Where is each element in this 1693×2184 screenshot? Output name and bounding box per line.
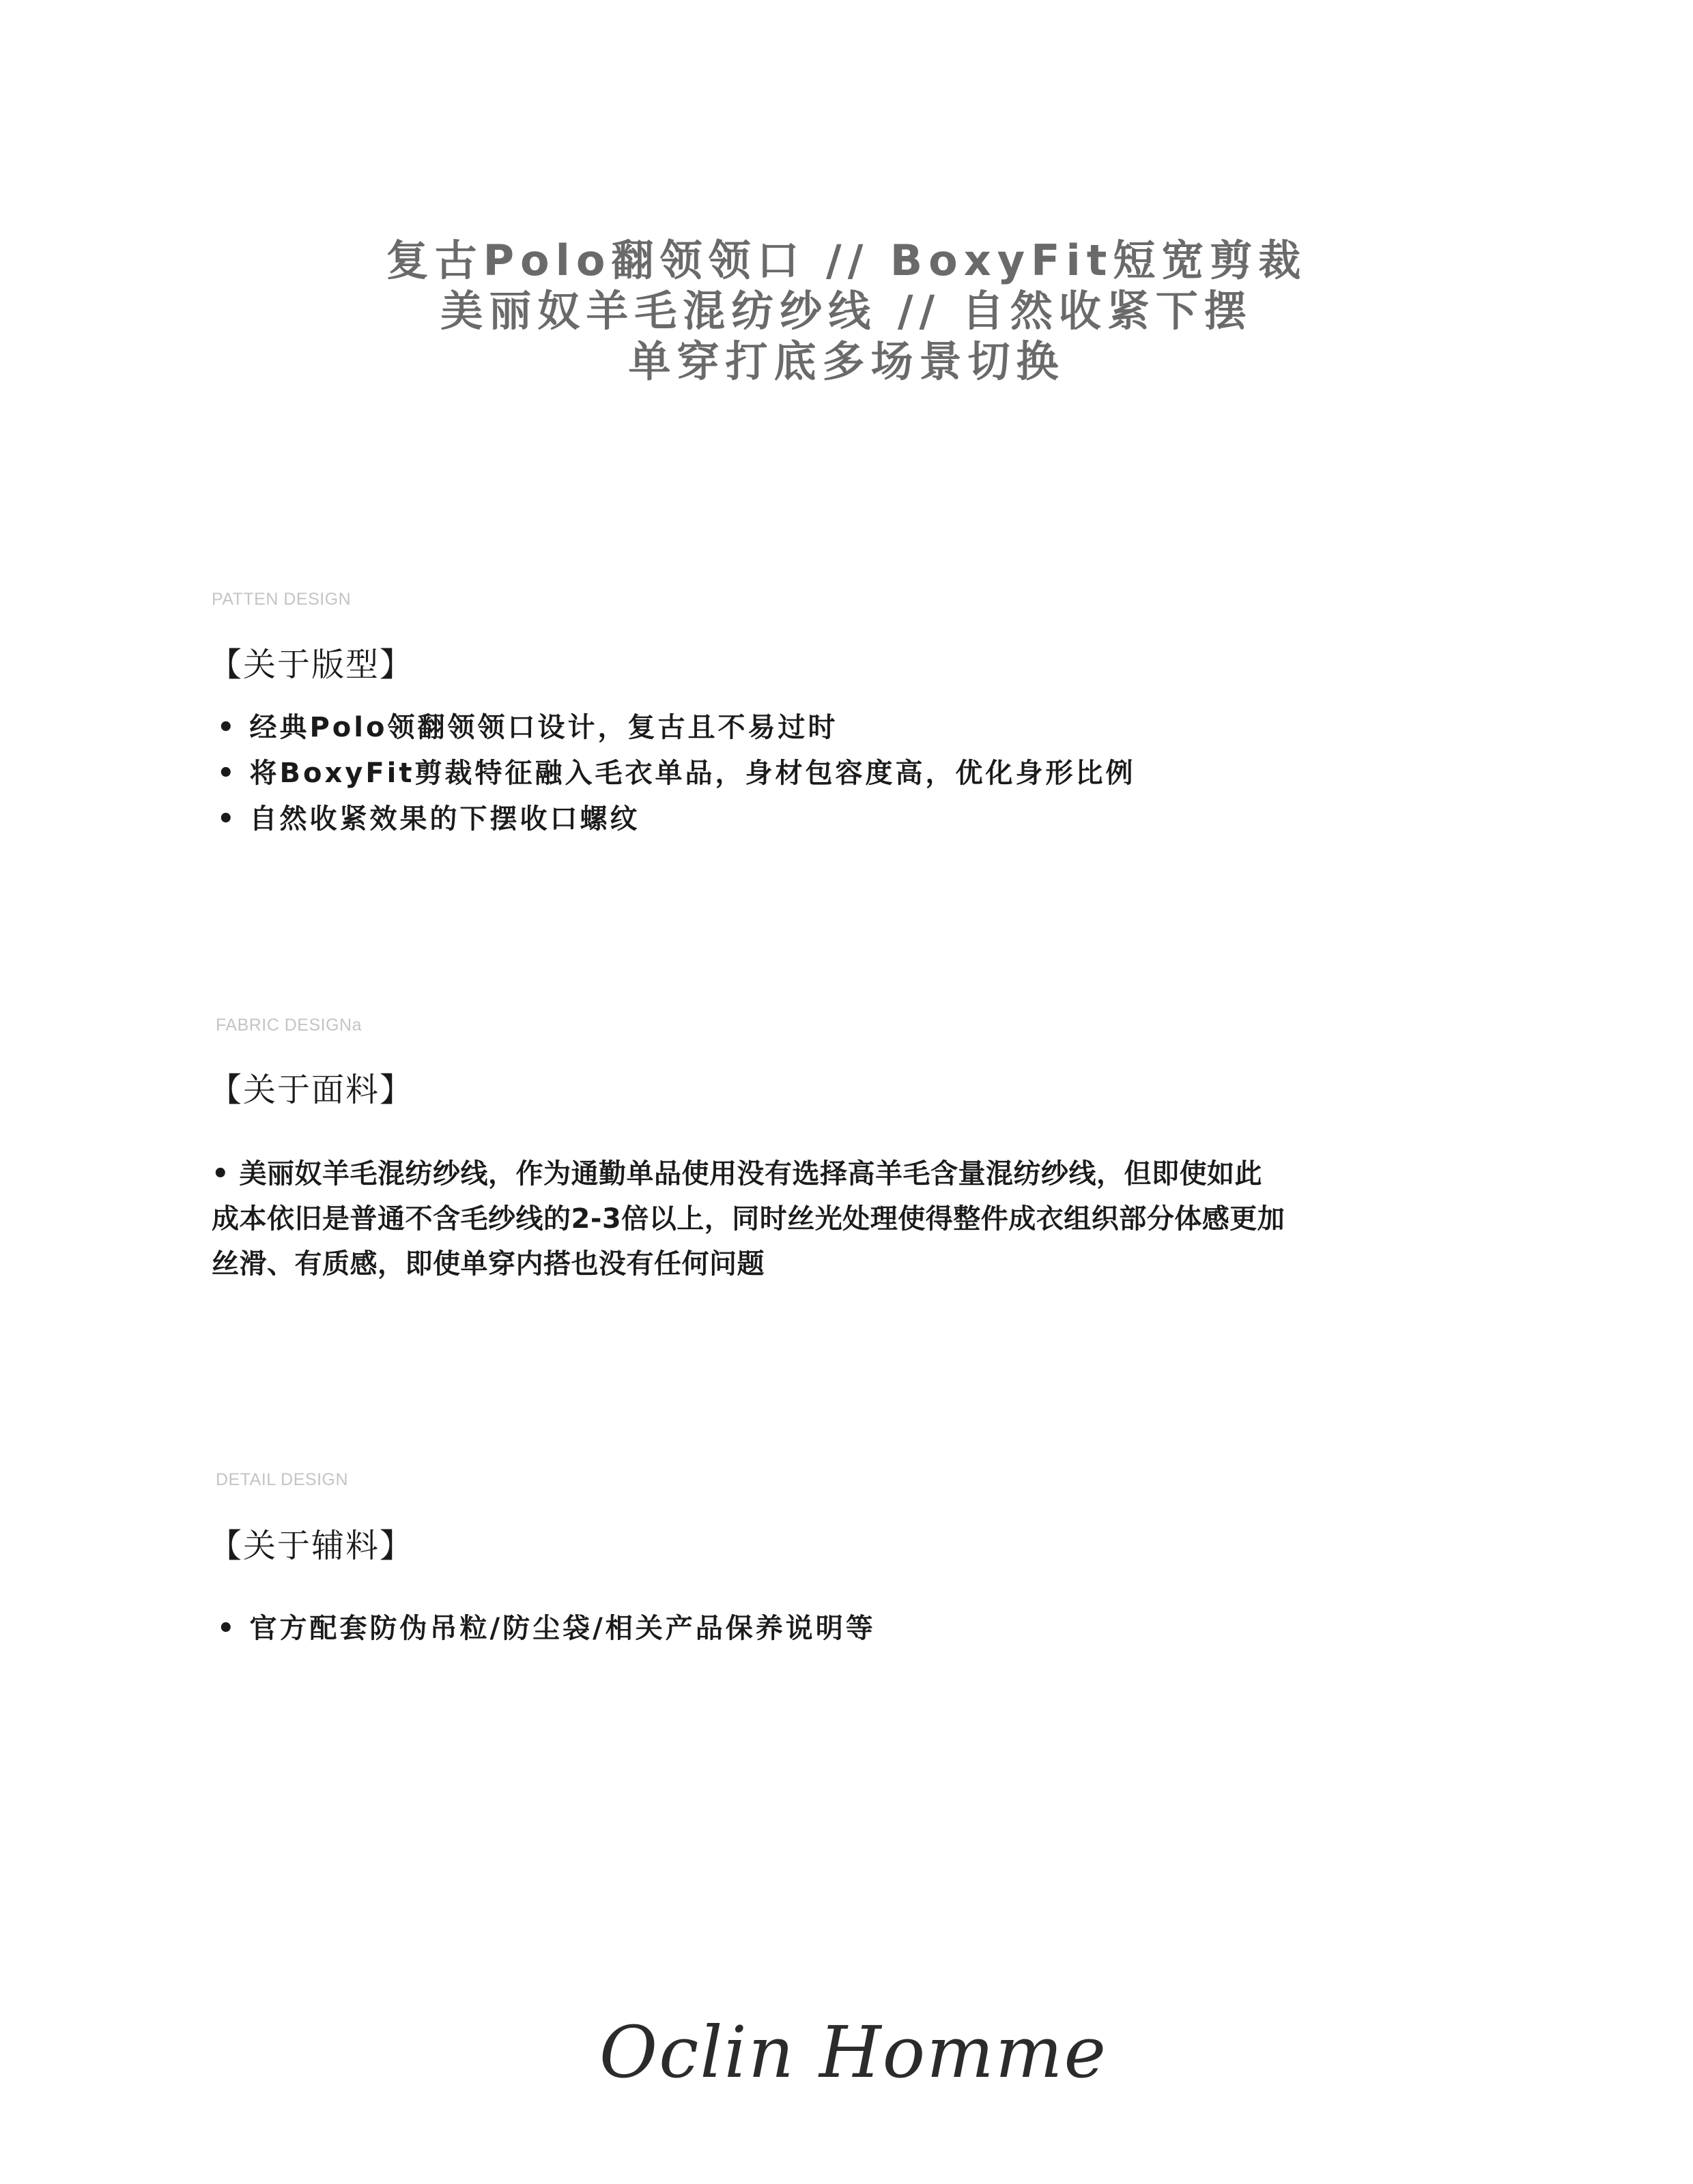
detail-section-title: 【关于辅料】: [209, 1527, 414, 1565]
fabric-section-tag: FABRIC DESIGNa: [216, 1016, 362, 1035]
detail-bullet-1: • 官方配套防伪吊粒/防尘袋/相关产品保养说明等: [217, 1613, 876, 1644]
pattern-bullet-2: • 将BoxyFit剪裁特征融入毛衣单品，身材包容度高，优化身形比例: [217, 758, 1136, 789]
detail-bullet-list: [217, 1606, 876, 1652]
headline: [0, 235, 1693, 387]
fabric-section-title: 【关于面料】: [209, 1071, 414, 1109]
brand-signature-logo: [0, 1993, 1693, 2116]
pattern-bullet-list: [217, 705, 1136, 842]
fabric-line-2: 成本依旧是普通不含毛纱线的2-3倍以上，同时丝光处理使得整件成衣组织部分体感更加: [212, 1203, 1285, 1235]
brand-signature-text: Oclin Homme: [599, 2011, 1108, 2094]
pattern-section-title: 【关于版型】: [209, 646, 414, 684]
headline-line-2: 美丽奴羊毛混纺纱线 // 自然收紧下摆: [440, 286, 1253, 336]
fabric-line-3: 丝滑、有质感，即使单穿内搭也没有任何问题: [212, 1248, 765, 1280]
pattern-bullet-1: • 经典Polo领翻领领口设计，复古且不易过时: [217, 712, 838, 743]
headline-line-1: 复古Polo翻领领口 // BoxyFit短宽剪裁: [386, 235, 1307, 285]
detail-section-tag: DETAIL DESIGN: [216, 1470, 349, 1489]
fabric-line-1: • 美丽奴羊毛混纺纱线，作为通勤单品使用没有选择高羊毛含量混纺纱线，但即使如此: [212, 1158, 1262, 1190]
pattern-bullet-3: • 自然收紧效果的下摆收口螺纹: [217, 803, 640, 835]
fabric-description: [212, 1151, 1285, 1287]
pattern-section-tag: PATTEN DESIGN: [212, 590, 352, 609]
headline-line-3: 单穿打底多场景切换: [628, 336, 1065, 386]
